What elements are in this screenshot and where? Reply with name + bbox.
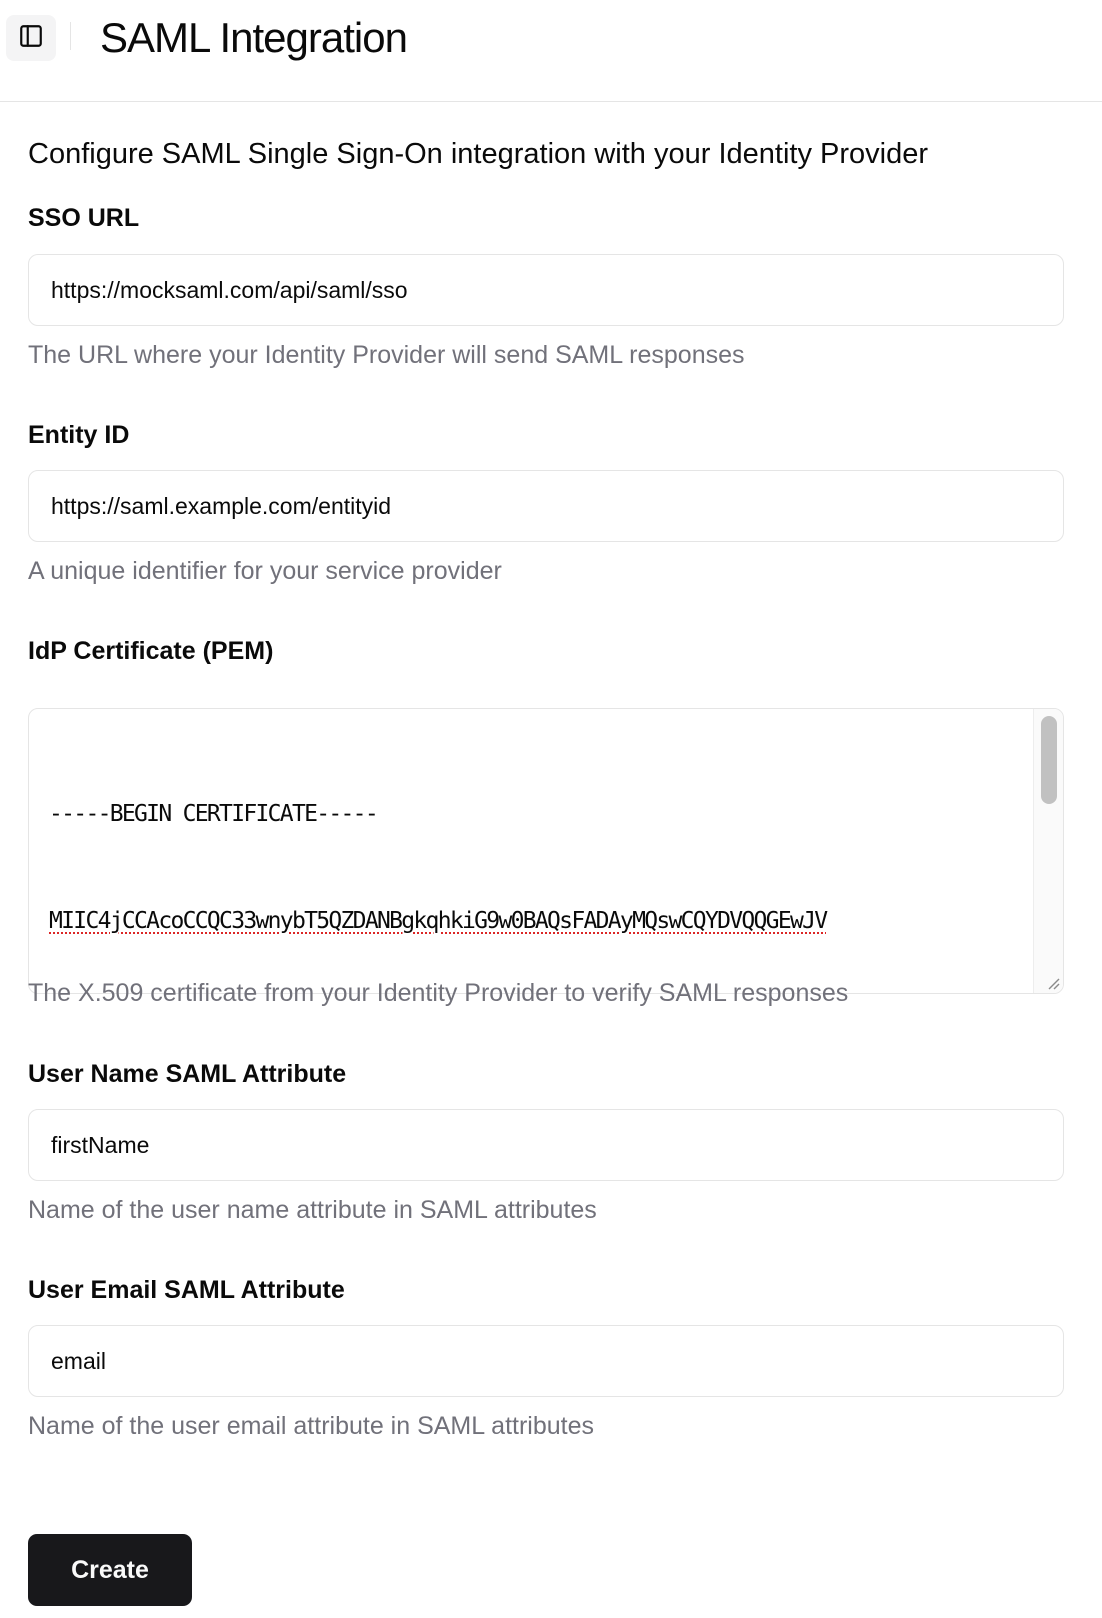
certificate-textarea[interactable] xyxy=(28,708,1064,994)
certificate-line: MIIC4jCCAcoCCQC33wnybT5QZDANBgkqhkiG9w0BAQsFADAyMQswCQYDVQQGEwJV xyxy=(49,907,827,934)
page-header xyxy=(0,0,1102,102)
certificate-scroll-thumb[interactable] xyxy=(1041,716,1057,804)
certificate-scrollbar[interactable] xyxy=(1033,709,1063,993)
user-email-attr-hint: Name of the user email attribute in SAML attributes xyxy=(28,1412,595,1440)
certificate-label: IdP Certificate (PEM) xyxy=(28,637,274,665)
certificate-hint: The X.509 certificate from your Identity Provider to verify SAML responses xyxy=(28,979,849,1007)
page-title: SAML Integration xyxy=(100,14,407,61)
entity-id-hint: A unique identifier for your service provider xyxy=(28,557,502,585)
user-email-attr-input[interactable] xyxy=(28,1325,1064,1397)
user-name-attr-hint: Name of the user name attribute in SAML attributes xyxy=(28,1196,597,1224)
resize-handle-icon[interactable] xyxy=(1043,973,1061,991)
user-name-attr-input[interactable] xyxy=(28,1109,1064,1181)
certificate-text xyxy=(49,725,1009,994)
header-divider xyxy=(70,22,71,50)
certificate-line: -----BEGIN CERTIFICATE----- xyxy=(49,800,377,827)
page-description: Configure SAML Single Sign-On integration with your Identity Provider xyxy=(28,138,928,170)
sidebar-panel-icon xyxy=(18,23,44,54)
user-email-attr-label: User Email SAML Attribute xyxy=(28,1276,345,1304)
entity-id-input[interactable] xyxy=(28,470,1064,542)
sso-url-hint: The URL where your Identity Provider will send SAML responses xyxy=(28,341,745,369)
sso-url-input[interactable] xyxy=(28,254,1064,326)
user-name-attr-label: User Name SAML Attribute xyxy=(28,1060,347,1088)
entity-id-label: Entity ID xyxy=(28,421,130,449)
sso-url-label: SSO URL xyxy=(28,204,140,232)
create-button[interactable]: Create xyxy=(28,1534,192,1606)
sidebar-toggle-button[interactable] xyxy=(6,15,56,61)
